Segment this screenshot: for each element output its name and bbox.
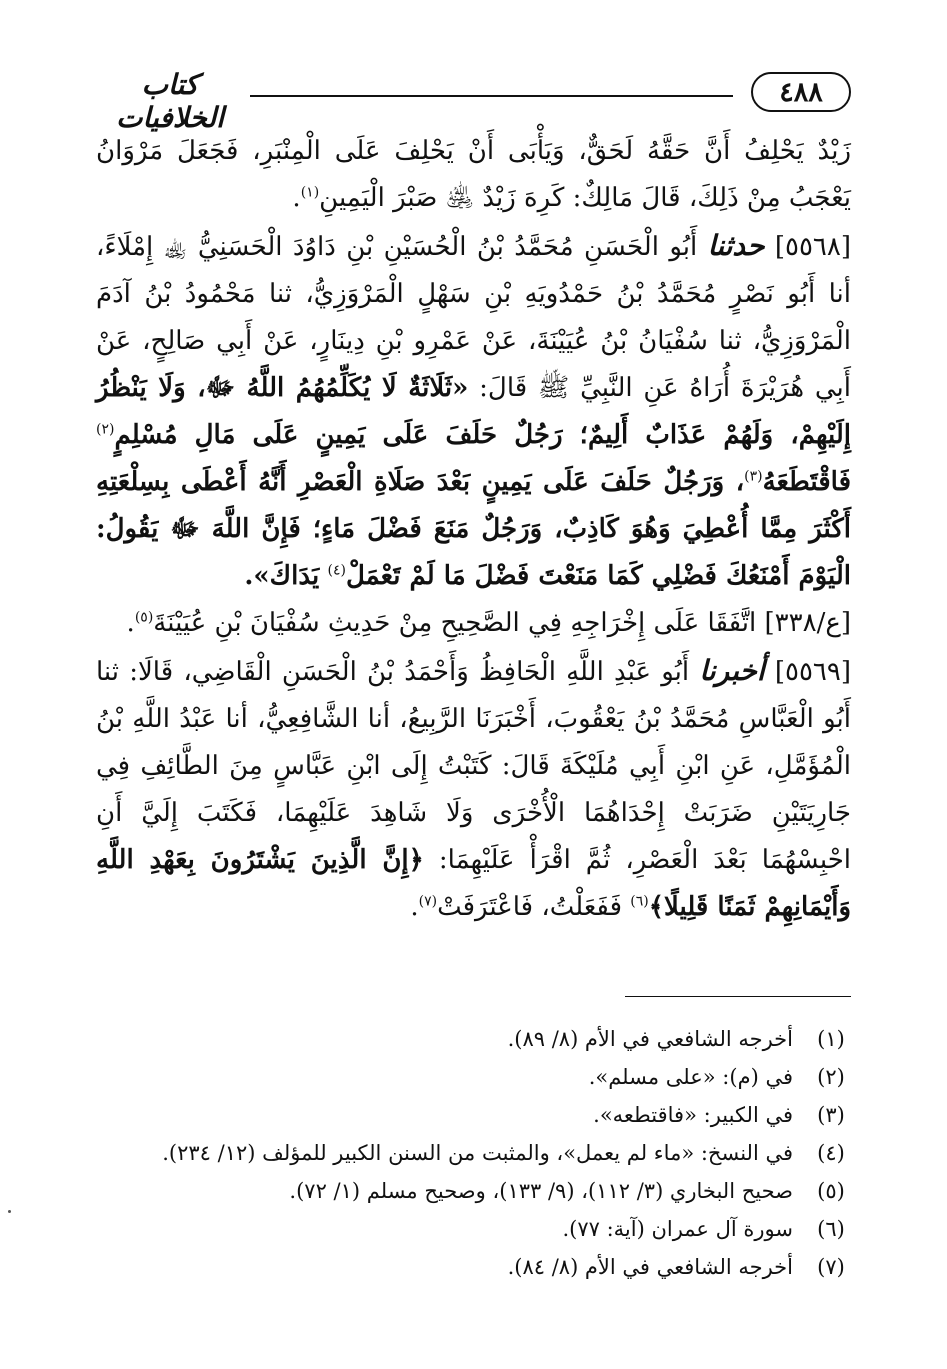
footnote	[96, 1210, 851, 1248]
narration-number: [٥٥٦٩]	[774, 657, 851, 687]
text-line: زَيْدٌ يَحْلِفُ أَنَّ حَقَّهُ لَحَقٌّ، وَيَأْبَى أَنْ يَحْلِفَ عَلَى الْمِنْبَرِ، فَجَعَلَ مَرْوَانُ يَعْجَبُ	[96, 136, 851, 213]
quran-verse: ﴿إِنَّ الَّذِينَ يَشْتَرُونَ بِعَهْدِ اللَّهِ وَأَيْمَانِهِمْ ثَمَنًا قَلِيلًا﴾	[96, 845, 851, 922]
footnote-ref: (٦)	[630, 893, 649, 910]
header-rule	[250, 95, 733, 97]
footnote-ref: (١)	[300, 184, 320, 201]
footnote-ref: (٤)	[327, 562, 346, 579]
footnote	[96, 1058, 851, 1096]
transmission-term: أخبرنا	[699, 654, 765, 687]
footnote-number: (٤)	[817, 1141, 845, 1165]
editorial-note: [ع/٣٣٨] اتَّفَقَا عَلَى إِخْرَاجِهِ فِي الصَّحِيحِ مِنْ حَدِيثِ سُفْيَانَ بْنِ عُيَيْنَةَ$^{(٥)}$.	[126, 608, 851, 638]
hadith-text: «ثَلَاثَةٌ لَا يُكَلِّمُهُمُ اللَّهُ ﷻ، وَلَا يَنْظُرُ إِلَيْهِمْ، وَلَهُمْ عَذَابٌ أَلِيمٌ؛ رَجُلٌ حَلَفَ عَلَى يَمِينٍ عَلَى مَالِ مُسْلِمٍ	[96, 373, 851, 450]
page-header	[100, 66, 851, 134]
main-text	[96, 128, 851, 931]
footnote-text: أخرجه الشافعي في الأم (٨/ ٨٩).	[507, 1027, 793, 1051]
footnote-ref: (٧)	[418, 893, 438, 910]
isnad-text: أَبُو الْحَسَنِ مُحَمَّدُ بْنُ الْحُسَيْنِ بْنِ دَاوُدَ الْحَسَنِيُّ ﵀ إِمْلَاءً، أنا أَبُو نَصْرٍ مُحَمَّدُ بْنُ حَمْدُويَهِ بْنِ سَهْلٍ الْمَرْوَزِيُّ، ثنا مَحْمُودُ بْنُ آدَمَ الْمَرْوَزِيُّ، ثنا سُفْيَانُ بْنُ عُيَيْنَةَ، عَنْ عَمْرِو بْنِ دِينَارٍ، عَنْ أَبِي صَالِحٍ، عَنْ أَبِي هُرَيْرَةَ أُرَاهُ عَنِ النَّبِيِّ ﷺ قَالَ:	[96, 232, 851, 403]
footnote-text: في (م): «على مسلم».	[588, 1065, 793, 1089]
footnote-number: (٥)	[817, 1179, 845, 1203]
scan-speck	[8, 1210, 11, 1213]
footnote	[96, 1172, 851, 1210]
narration-5569: [٥٥٦٩] أخبرنا أَبُو عَبْدِ اللَّهِ الْحَافِظُ وَأَحْمَدُ بْنُ الْحَسَنِ الْقَاضِي، قَالَا: ثنا أَبُو الْعَبَّاسِ مُحَمَّدُ بْنُ يَعْقُوبَ، أَخْبَرَنَا الرَّبِيعُ، أنا الشَّافِعِيُّ، أنا عَبْدُ اللَّهِ بْنُ الْمُؤَمَّلِ، عَنِ ابْنِ أَبِي مُلَيْكَةَ قَالَ: كَتَبْتُ إِلَى ابْنِ عَبَّاسٍ مِنَ الطَّائِفِ فِي جَارِيَتَيْنِ ضَرَبَتْ إِحْدَاهُمَا الْأُخْرَى وَلَا شَاهِدَ عَلَيْهِمَا، فَكَتَبَ إِلَيَّ أَنِ احْبِسْهُمَا بَعْدَ الْعَصْرِ، ثُمَّ اقْرَأْ عَلَيْهِمَا: ﴿إِنَّ الَّذِينَ يَشْتَرُونَ بِعَهْدِ اللَّهِ وَأَيْمَانِهِمْ ثَمَنًا قَلِيلًا﴾$^{(٦)}$ فَفَعَلْتُ، فَاعْتَرَفَتْ$^{(٧)}$.	[96, 654, 851, 922]
isnad-text: أَبُو عَبْدِ اللَّهِ الْحَافِظُ وَأَحْمَدُ بْنُ الْحَسَنِ الْقَاضِي، قَالَا: ثنا أَبُو الْعَبَّاسِ مُحَمَّدُ بْنُ يَعْقُوبَ، أَخْبَرَنَا الرَّبِيعُ، أنا الشَّافِعِيُّ، أنا عَبْدُ اللَّهِ بْنُ الْمُؤَمَّلِ، عَنِ ابْنِ أَبِي مُلَيْكَةَ قَالَ: كَتَبْتُ إِلَى ابْنِ عَبَّاسٍ مِنَ الطَّائِفِ فِي جَارِيَتَيْنِ ضَرَبَتْ إِحْدَاهُمَا الْأُخْرَى وَلَا شَاهِدَ عَلَيْهِمَا، فَكَتَبَ إِلَيَّ أَنِ احْبِسْهُمَا بَعْدَ الْعَصْرِ، ثُمَّ اقْرَأْ عَلَيْهِمَا:	[96, 657, 851, 875]
hadith-text: يَدَاكَ».	[244, 561, 320, 591]
book-title: كتاب الخلافيات	[116, 68, 224, 134]
footnote-number: (٣)	[817, 1103, 845, 1127]
footnote-text: صحيح البخاري (٣/ ١١٢)، (٩/ ١٣٣)، وصحيح مسلم (١/ ٧٢).	[289, 1179, 793, 1203]
footnote-separator	[625, 996, 851, 997]
footnote-number: (١)	[817, 1027, 845, 1051]
page-number: ٤٨٨	[751, 72, 851, 112]
footnote	[96, 1096, 851, 1134]
footnote-ref: (٢)	[96, 421, 115, 438]
footnote-ref: (٣)	[744, 468, 763, 485]
footnote	[96, 1248, 851, 1286]
footnote-text: أخرجه الشافعي في الأم (٨/ ٨٤).	[507, 1255, 793, 1279]
transmission-term: حدثنا	[707, 229, 765, 262]
footnote	[96, 1020, 851, 1058]
footnote-text: سورة آل عمران (آية: ٧٧).	[562, 1217, 793, 1241]
narration-text: فَفَعَلْتُ، فَاعْتَرَفَتْ	[437, 892, 622, 922]
hadith-text: فَاقْتَطَعَهُ	[762, 467, 851, 497]
narration-number: [٥٥٦٨]	[774, 232, 852, 262]
manuscript-ref: [ع/٣٣٨]	[764, 608, 851, 638]
footnote-number: (٢)	[817, 1065, 845, 1089]
footnote-text: في النسخ: «ماء لم يعمل»، والمثبت من السنن الكبير للمؤلف (١٢/ ٢٣٤).	[162, 1141, 793, 1165]
text-line: مِنْ ذَلِكَ، قَالَ مَالِكٌ: كَرِهَ زَيْدٌ ﵁ صَبْرَ الْيَمِينِ	[319, 183, 781, 213]
narration-5568	[96, 222, 851, 600]
footnote-number: (٧)	[817, 1255, 845, 1279]
footnote	[96, 1134, 851, 1172]
note-text: اتَّفَقَا عَلَى إِخْرَاجِهِ فِي الصَّحِيحِ مِنْ حَدِيثِ سُفْيَانَ بْنِ عُيَيْنَةَ	[153, 608, 757, 638]
footnotes	[96, 1020, 851, 1286]
paragraph-continuation: زَيْدٌ يَحْلِفُ أَنَّ حَقَّهُ لَحَقٌّ، وَيَأْبَى أَنْ يَحْلِفَ عَلَى الْمِنْبَرِ، فَجَعَلَ مَرْوَانُ يَعْجَبُ مِنْ ذَلِكَ، قَالَ مَالِكٌ: كَرِهَ زَيْدٌ ﵁ صَبْرَ الْيَمِينِ$^{(١)}$.	[96, 136, 851, 213]
footnote-ref: (٥)	[134, 609, 154, 626]
hadith-text: ، وَرَجُلٌ حَلَفَ عَلَى يَمِينٍ بَعْدَ صَلَاةِ الْعَصْرِ أَنَّهُ أَعْطَى بِسِلْعَتِهِ أَكْثَرَ مِمَّا أُعْطِيَ وَهُوَ كَاذِبٌ، وَرَجُلٌ مَنَعَ فَضْلَ مَاءٍ؛ فَإِنَّ اللَّهَ ﷻ يَقُولُ: الْيَوْمَ أَمْنَعُكَ فَضْلِي كَمَا مَنَعْتَ فَضْلَ مَا لَمْ تَعْمَلْ	[96, 467, 851, 591]
footnote-text: في الكبير: «فاقتطعه».	[593, 1103, 793, 1127]
footnote-number: (٦)	[817, 1217, 845, 1241]
